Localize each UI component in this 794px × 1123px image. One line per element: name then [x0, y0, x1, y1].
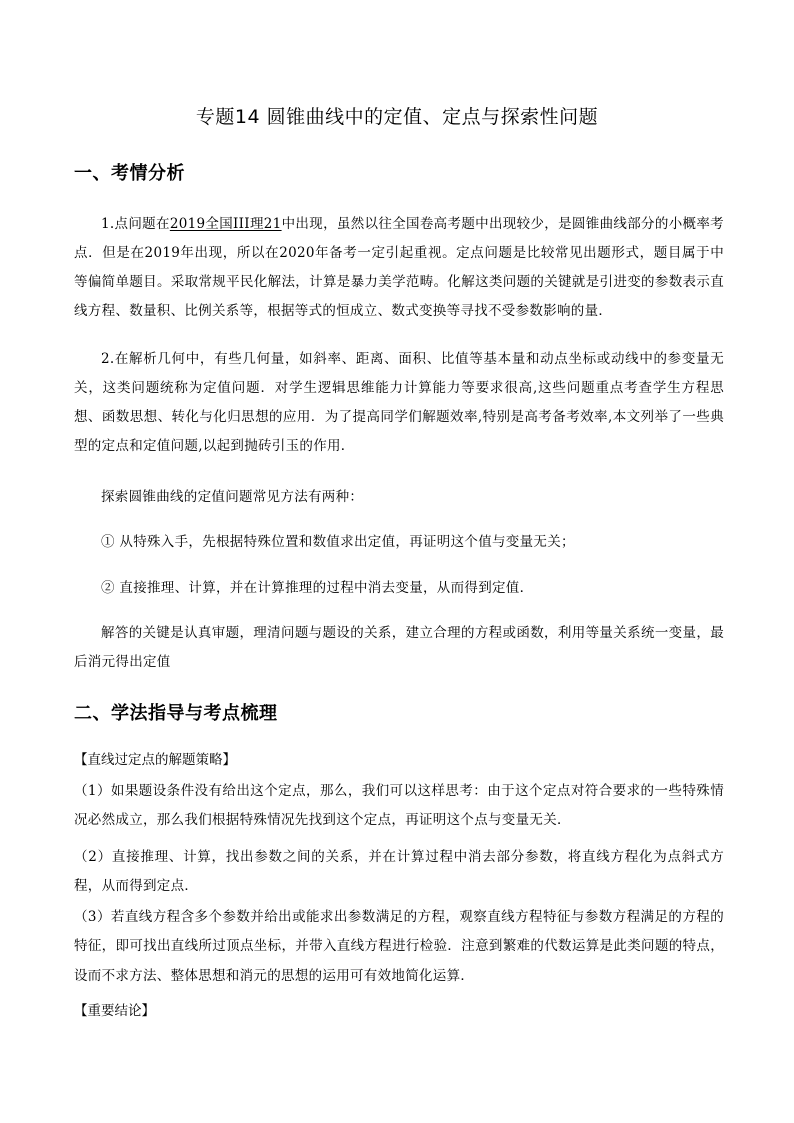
strategy-item-3: （3）若直线方程含多个参数并给出或能求出参数满足的方程，观察直线方程特征与参数方程满足的方程的特征，即可找出直线所过顶点坐标，并带入直线方程进行检验．注意到繁难的代数运算是此类问题的特点，设而不求方法、整体思想和消元的思想的运用可有效地简化运算． — [74, 909, 724, 984]
paragraph-2: 2.在解析几何中，有些几何量，如斜率、距离、面积、比值等基本量和动点坐标或动线中的参变量无关，这类问题统称为定值问题．对学生逻辑思维能力计算能力等要求很高,这些问题重点考查学生方程思想、函数思想、转化与化归思想的应用．为了提高同学们解题效率,特别是高考备考效率,本文列举了一些典型的定点和定值问题,以起到抛砖引玉的作用． — [74, 351, 724, 454]
subheading-strategy: 【直线过定点的解题策略】 — [74, 752, 236, 768]
subheading-conclusions: 【重要结论】 — [74, 1003, 155, 1019]
page-title: 专题14 圆锥曲线中的定值、定点与探索性问题 — [195, 106, 599, 128]
paragraph-1-body: 中出现，虽然以往全国卷高考题中出现较少，是圆锥曲线部分的小概率考点．但是在2019年出现，所以在2020年备考一定引起重视。定点问题是比较常见出题形式，题目属于中等偏简单题目。采取常规平民化解法，计算是暴力美学范畴。化解这类问题的关键就是引进变的参数表示直线方程、数量积、比例关系等，根据等式的恒成立、数式变换等寻找不受参数影响的量． — [74, 216, 724, 319]
paragraph-1-prefix: 1.点问题在 — [101, 216, 170, 232]
section-heading-1: 一、考情分析 — [74, 163, 185, 184]
section-heading-2: 二、学法指导与考点梳理 — [74, 703, 278, 724]
method-1: ① 从特殊入手，先根据特殊位置和数值求出定值，再证明这个值与变量无关； — [101, 534, 575, 550]
paragraph-3: 探索圆锥曲线的定值问题常见方法有两种： — [101, 489, 364, 505]
method-2: ② 直接推理、计算，并在计算推理的过程中消去变量，从而得到定值． — [101, 580, 534, 596]
exam-reference-link[interactable]: 2019全国III理21 — [169, 216, 282, 232]
strategy-item-1: （1）如果题设条件没有给出这个定点，那么，我们可以这样思考：由于这个定点对符合要求的一些特殊情况必然成立，那么我们根据特殊情况先找到这个定点，再证明这个点与变量无关． — [74, 783, 724, 829]
strategy-item-2: （2）直接推理、计算，找出参数之间的关系，并在计算过程中消去部分参数，将直线方程化为点斜式方程，从而得到定点． — [74, 849, 724, 895]
paragraph-1 — [74, 210, 724, 326]
paragraph-conclusion: 解答的关键是认真审题，理清问题与题设的关系，建立合理的方程或函数，利用等量关系统一变量，最后消元得出定值 — [74, 625, 724, 670]
